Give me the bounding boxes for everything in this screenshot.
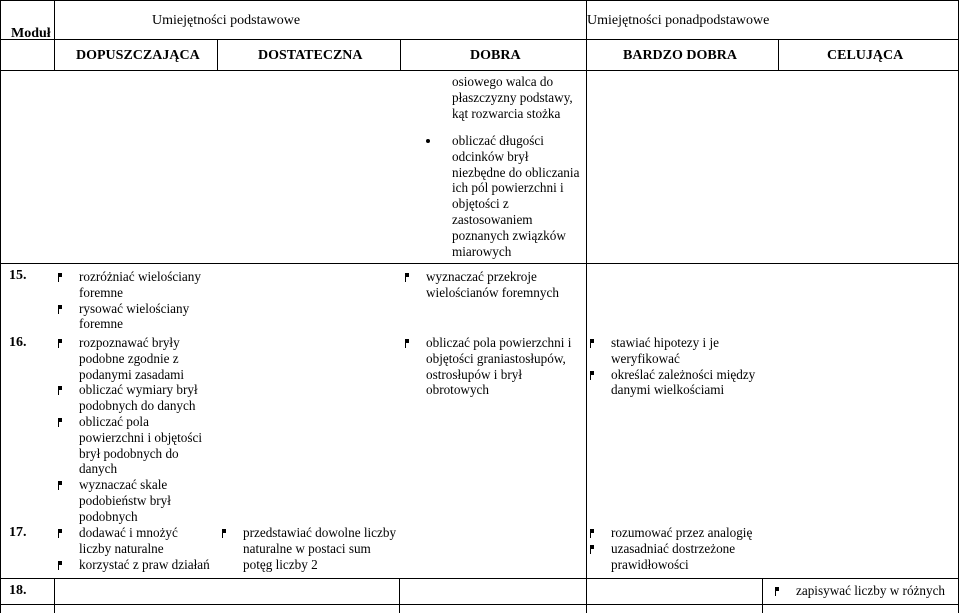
- grade-dobra: DOBRA: [470, 48, 521, 63]
- grade-dostateczna: DOSTATECZNA: [258, 48, 363, 63]
- list-item: obliczać pola powierzchni i objętości brył podobnych do danych: [79, 413, 203, 477]
- row-16-dobra: [426, 335, 571, 398]
- continuation-text: osiowego walca do płaszczyzny podstawy, kąt rozwarcia stożka: [452, 74, 573, 121]
- list-item: zapisywać liczby w różnych: [796, 583, 946, 598]
- grade-dopuszczajaca: DOPUSZCZAJĄCA: [76, 48, 200, 63]
- row-18-celujaca: [796, 583, 945, 599]
- list-item: rozumować przez analogię: [611, 525, 753, 540]
- row-17-dopuszczajaca: [79, 525, 210, 572]
- row-16-bardzo-dobra: [611, 335, 755, 398]
- list-item: obliczać długości odcinków brył niezbędne do obliczania ich pól powierzchni i objętości z zastosowaniem poznanych związków miarowych: [452, 133, 580, 259]
- header-advanced-skills: Umiejętności ponadpodstawowe: [587, 13, 770, 28]
- grade-bardzo-dobra: BARDZO DOBRA: [623, 48, 737, 63]
- continuation-bullet-list: [452, 133, 579, 259]
- row-number-15: 15.: [9, 268, 27, 283]
- list-item: przedstawiać dowolne liczby naturalne w postaci sum potęg liczby 2: [243, 525, 397, 572]
- row-number-17: 17.: [9, 525, 27, 540]
- grade-celujaca: CELUJĄCA: [827, 48, 904, 63]
- list-item: obliczać pola powierzchni i objętości graniastosłupów, ostrosłupów i brył obrotowych: [426, 335, 572, 398]
- header-basic-skills: Umiejętności podstawowe: [152, 13, 301, 28]
- row-number-18: 18.: [9, 583, 27, 598]
- list-item: rysować wielościany foremne: [79, 301, 201, 333]
- list-item: stawiać hipotezy i je weryfikować: [611, 335, 755, 367]
- row-17-dostateczna: [243, 525, 396, 572]
- list-item: określać zależności między danymi wielkościami: [611, 366, 756, 398]
- row-17-bardzo-dobra: [611, 525, 752, 572]
- list-item: rozróżniać wielościany foremne: [79, 269, 201, 300]
- list-item: dodawać i mnożyć liczby naturalne: [79, 525, 210, 557]
- list-item: wyznaczać skale podobieństw brył podobnych: [79, 477, 202, 524]
- header-modul: Moduł: [11, 26, 51, 41]
- list-item: rozpoznawać bryły podobne zgodnie z podanymi zasadami: [79, 335, 202, 382]
- list-item: obliczać wymiary brył podobnych do danych: [79, 382, 202, 414]
- row-16-dopuszczajaca: [79, 335, 202, 525]
- row-15-dopuszczajaca: [79, 269, 201, 332]
- row-15-dobra: [426, 269, 559, 301]
- list-item: wyznaczać przekroje wielościanów foremnych: [426, 269, 559, 300]
- list-item: uzasadniać dostrzeżone prawidłowości: [611, 541, 752, 573]
- list-item: korzystać z praw działań: [79, 556, 210, 572]
- row-number-16: 16.: [9, 335, 27, 350]
